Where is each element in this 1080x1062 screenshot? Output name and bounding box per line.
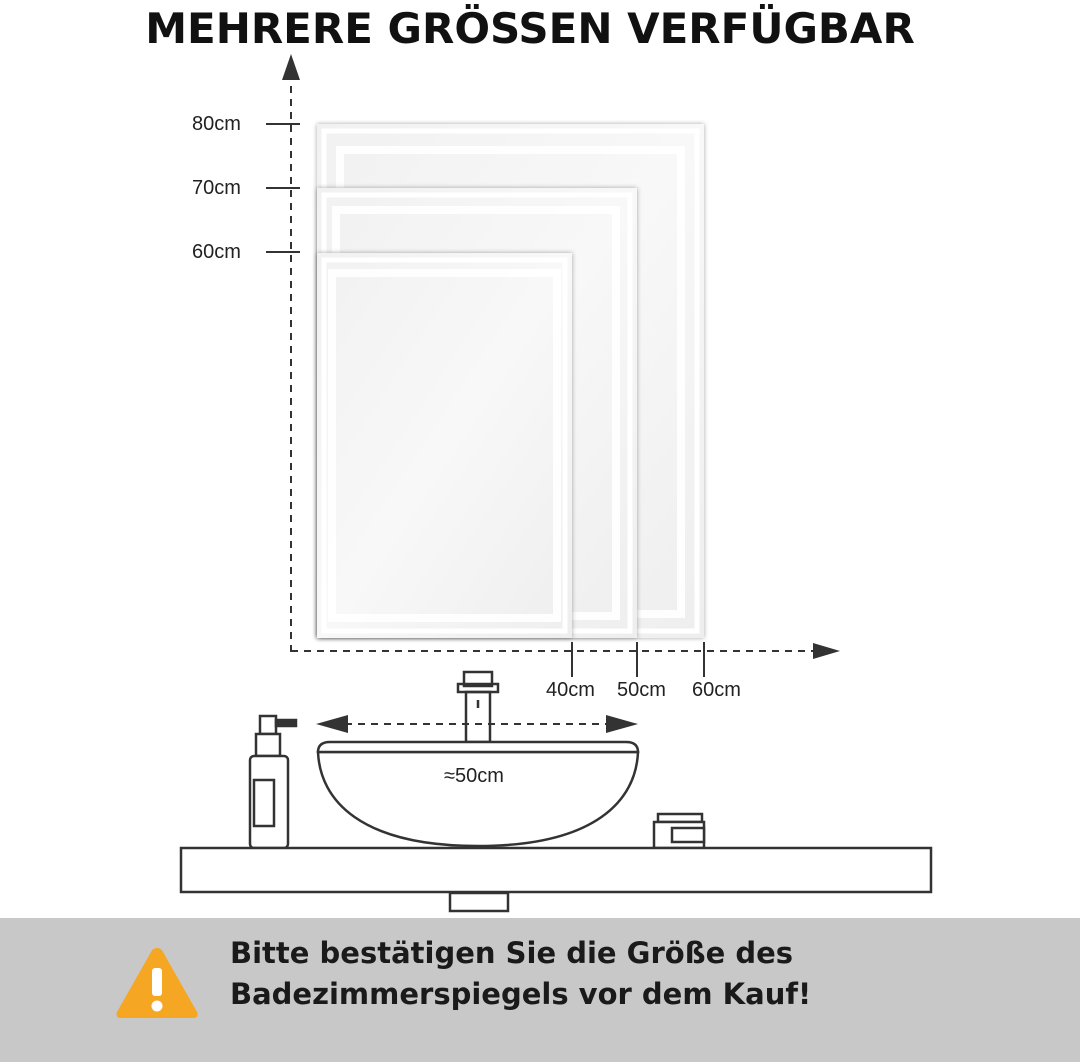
mirror-40x60 (317, 253, 572, 638)
notice-line-2: Badezimmerspiegels vor dem Kauf! (230, 977, 812, 1011)
basin-width-arrow (316, 715, 638, 733)
height-tick-60 (192, 241, 300, 263)
counter-icon (181, 848, 931, 911)
notice-text (230, 933, 811, 1015)
width-axis (291, 643, 840, 659)
soap-bottle-icon (250, 716, 296, 848)
height-axis (282, 54, 300, 652)
faucet-icon (458, 672, 498, 742)
notice-line-1: Bitte bestätigen Sie die Größe des (230, 936, 794, 970)
basin-icon (318, 742, 638, 846)
page-title: MEHRERE GRÖSSEN VERFÜGBAR (145, 4, 915, 53)
height-label-80: 80cm (192, 113, 241, 135)
notice-banner (0, 918, 1080, 1062)
cream-jar-icon (654, 814, 704, 848)
height-label-60: 60cm (192, 241, 241, 263)
width-label-50: 50cm (617, 679, 666, 701)
width-label-40: 40cm (546, 679, 595, 701)
width-label-60: 60cm (692, 679, 741, 701)
height-tick-80 (192, 113, 300, 135)
height-tick-70 (192, 177, 300, 199)
warning-triangle-icon (113, 942, 201, 1022)
height-label-70: 70cm (192, 177, 241, 199)
basin-width-label: ≈50cm (444, 765, 504, 787)
